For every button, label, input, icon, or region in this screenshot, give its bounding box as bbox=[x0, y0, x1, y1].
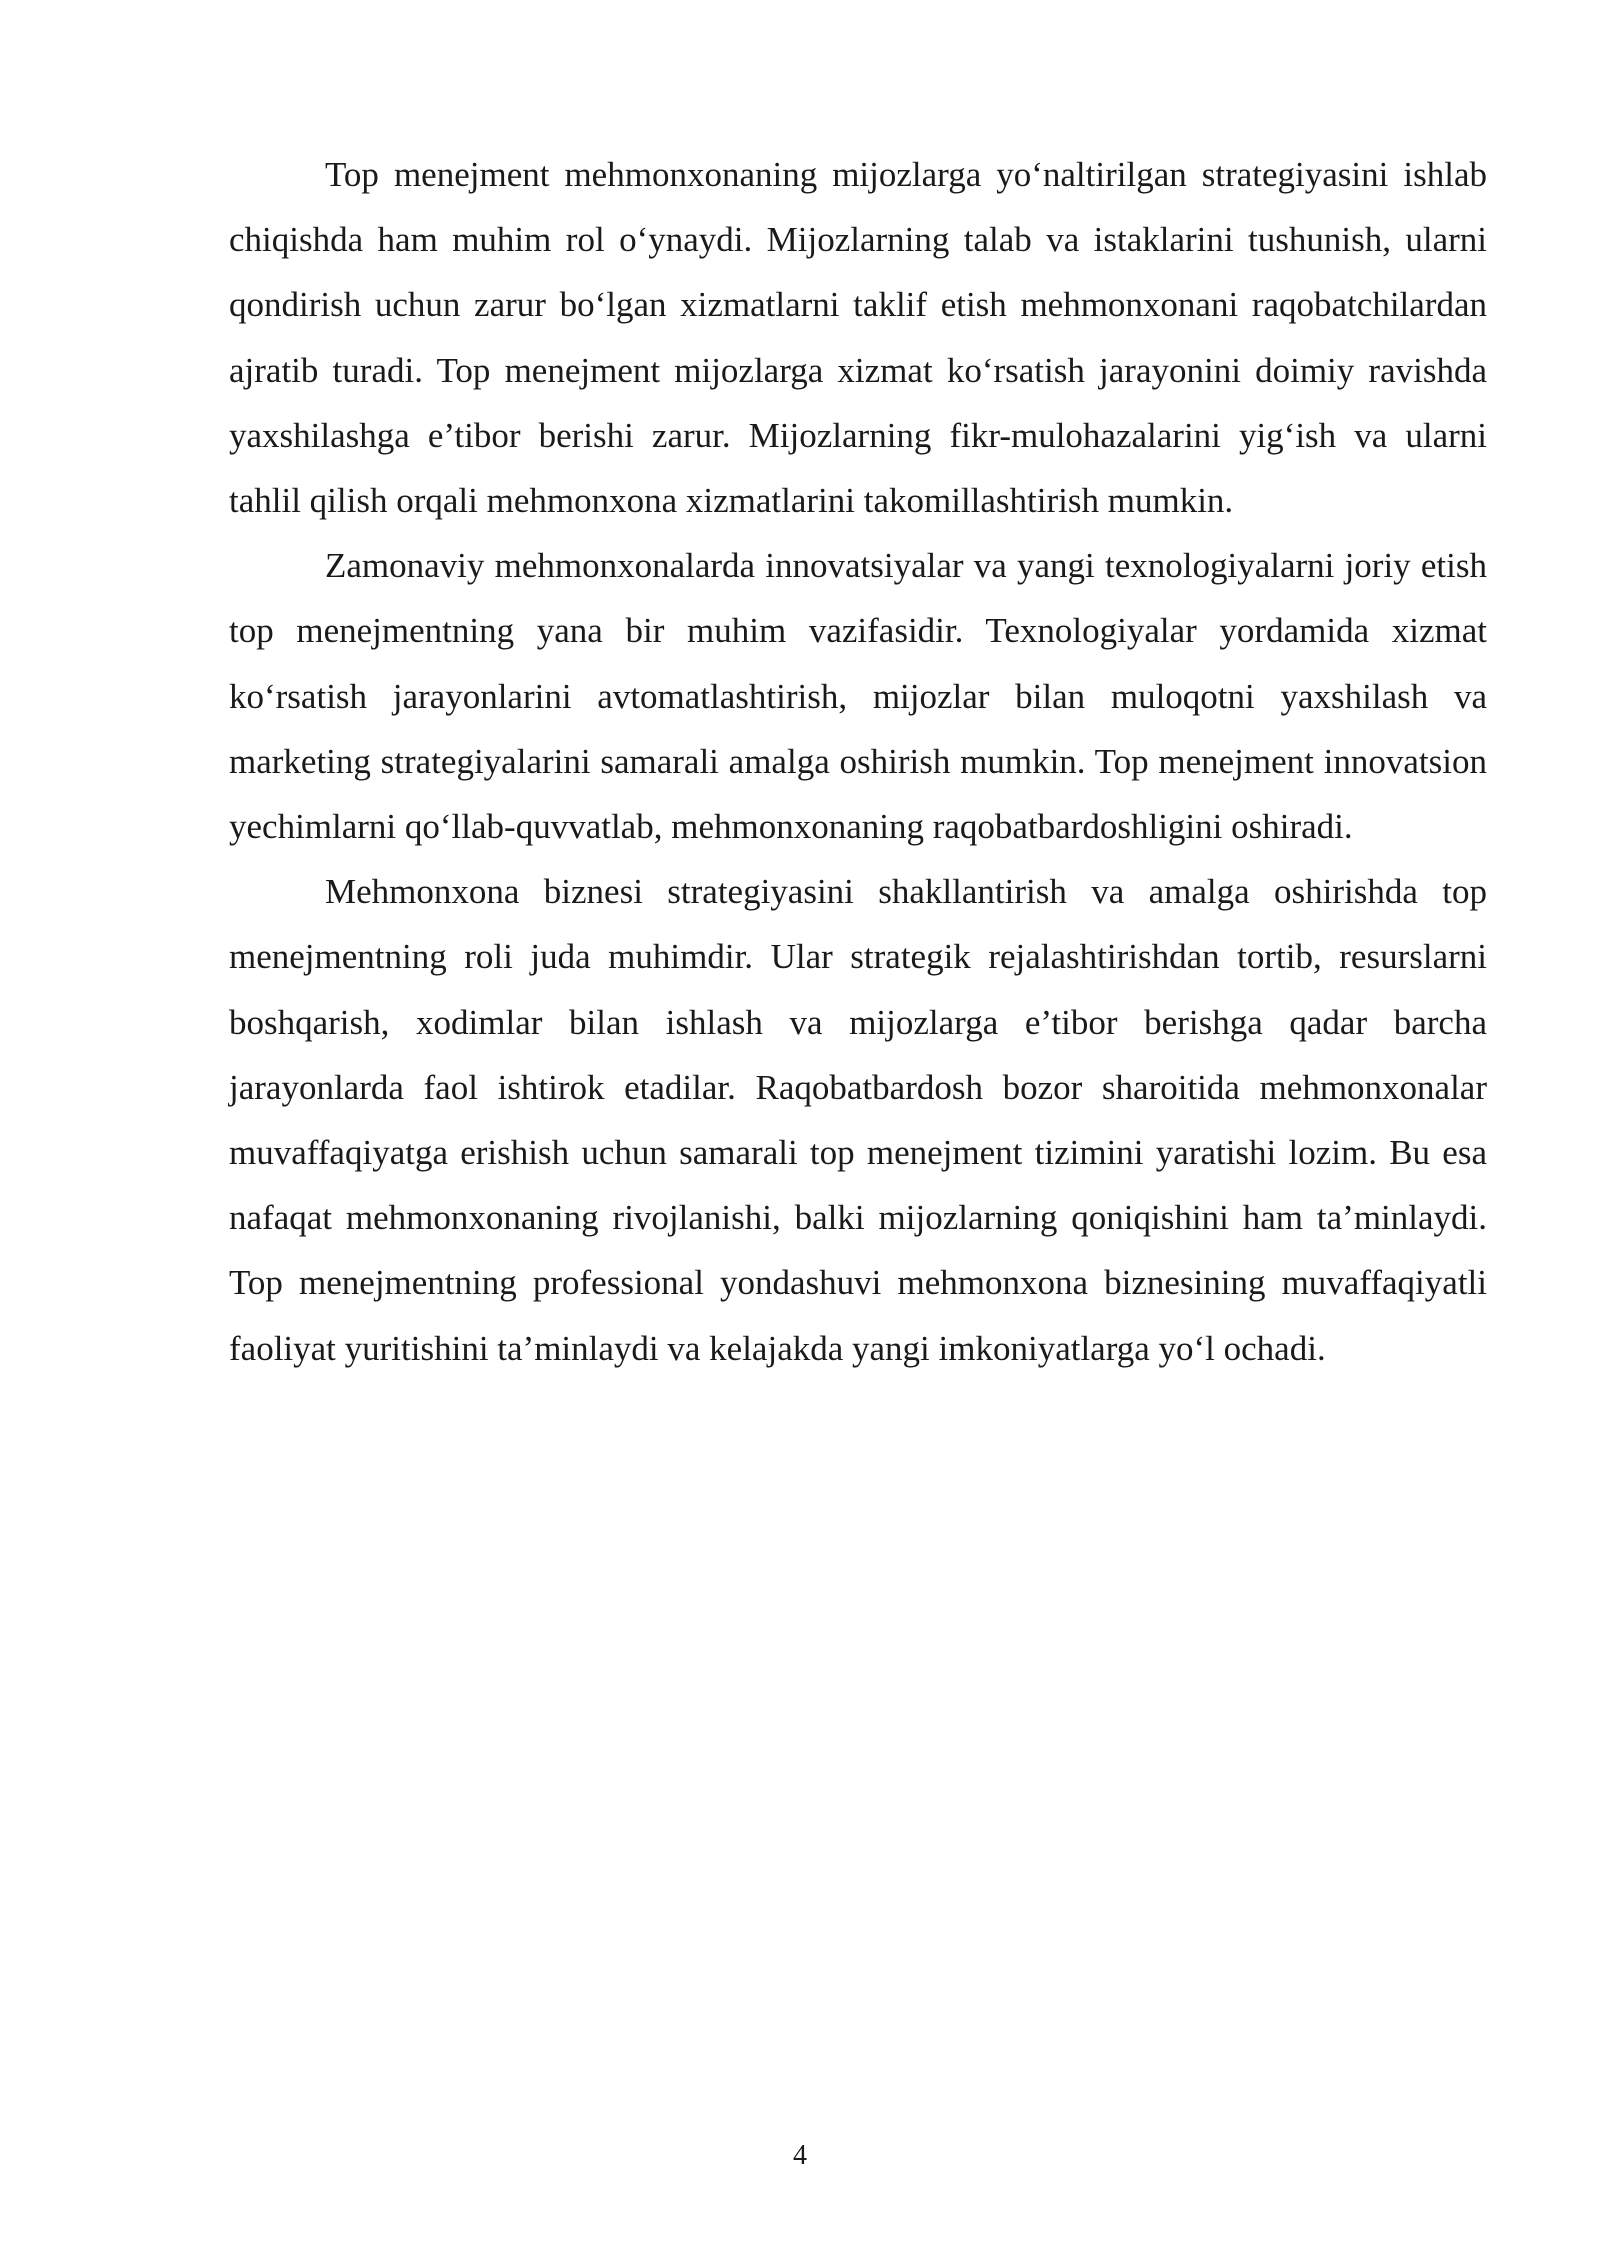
body-text bbox=[229, 142, 1487, 1381]
page-number: 4 bbox=[793, 2140, 807, 2171]
paragraph-2: Zamonaviy mehmonxonalarda innovatsiyalar va yangi texnologiyalarni joriy etish top menejmentning yana bir muhim vazifasidir. Texnologiyalar yordamida xizmat ko‘rsatish jarayonlarini avtomatlashtirish, mijozlar bilan muloqotni yaxshilash va marketing strategiyalarini samarali amalga oshirish mumkin. Top menejment innovatsion yechimlarni qo‘llab-quvvatlab, mehmonxonaning raqobatbardoshligini oshiradi. bbox=[229, 546, 1487, 847]
paragraph-3: Mehmonxona biznesi strategiyasini shakllantirish va amalga oshirishda top menejmentning roli juda muhimdir. Ular strategik rejalashtirishdan tortib, resurslarni boshqarish, xodimlar bilan ishlash va mijozlarga e’tibor berishga qadar barcha jarayonlarda faol ishtirok etadilar. Raqobatbardosh bozor sharoitida mehmonxonalar muvaffaqiyatga erishish uchun samarali top menejment tizimini yaratishi lozim. Bu esa nafaqat mehmonxonaning rivojlanishi, balki mijozlarning qoniqishini ham ta’minlaydi. Top menejmentning professional yondashuvi mehmonxona biznesining muvaffaqiyatli faoliyat yuritishini ta’minlaydi va kelajakda yangi imkoniyatlarga yo‘l ochadi. bbox=[229, 872, 1487, 1368]
paragraph-1: Top menejment mehmonxonaning mijozlarga yo‘naltirilgan strategiyasini ishlab chiqishda ham muhim rol o‘ynaydi. Mijozlarning talab va istaklarini tushunish, ularni qondirish uchun zarur bo‘lgan xizmatlarni taklif etish mehmonxonani raqobatchilardan ajratib turadi. Top menejment mijozlarga xizmat ko‘rsatish jarayonini doimiy ravishda yaxshilashga e’tibor berishi zarur. Mijozlarning fikr-mulohazalarini yig‘ish va ularni tahlil qilish orqali mehmonxona xizmatlarini takomillashtirish mumkin. bbox=[229, 155, 1487, 521]
